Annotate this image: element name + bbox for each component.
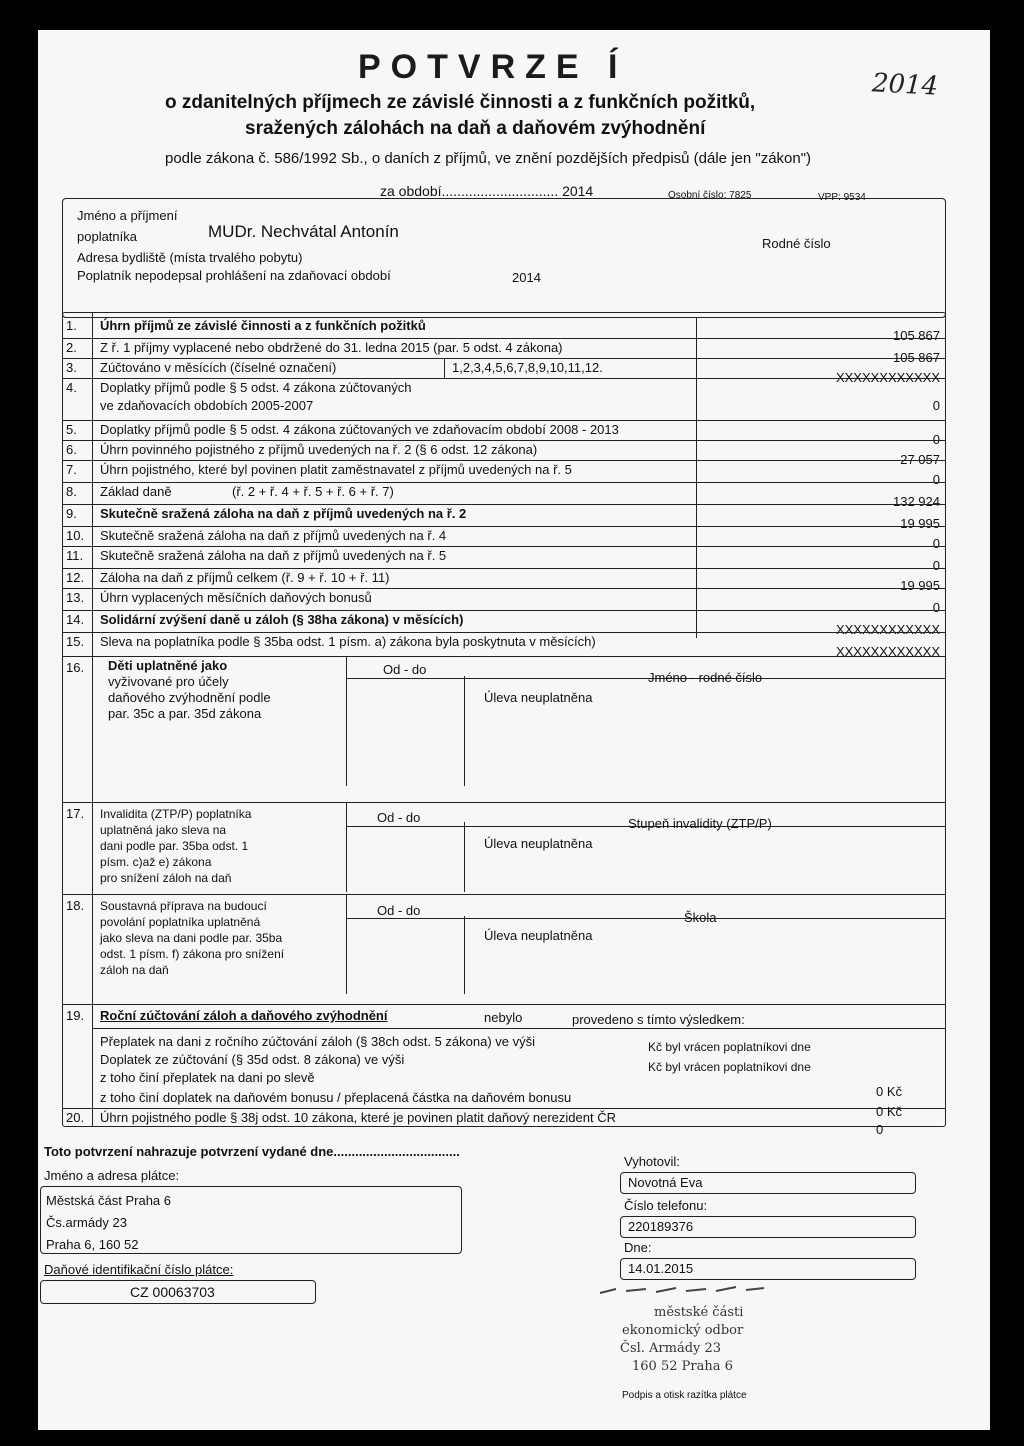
name-label-2: poplatníka: [77, 229, 137, 244]
row-number: 9.: [66, 506, 77, 521]
row19-top: [62, 1004, 946, 1005]
subtitle-line-1: o zdanitelných příjmech ze závislé činnosti a z funkčních požitků,: [165, 92, 756, 113]
row-divider: [62, 420, 946, 421]
row-label: Doplatky příjmů podle § 5 odst. 4 zákona zúčtovaných: [100, 380, 412, 395]
row-value: 19 995: [900, 516, 940, 531]
row-label: Úhrn povinného pojistného z příjmů uvedených na ř. 2 (§ 6 odst. 12 zákona): [100, 442, 538, 457]
row19-line1: Přeplatek na dani z ročního zúčtování záloh (§ 38ch odst. 5 zákona) ve výši: [100, 1034, 536, 1049]
row-label-continued: ve zdaňovacích obdobích 2005-2007: [100, 398, 314, 413]
row18-top: [62, 894, 946, 895]
row18-col-divider: [464, 916, 465, 994]
dic-label: Daňové identifikační číslo plátce:: [44, 1262, 234, 1277]
stamp-border-fragment: [596, 1283, 796, 1303]
row16-label-line: par. 35c a par. 35d zákona: [108, 706, 262, 721]
row18-label-line: Soustavná příprava na budoucí: [100, 899, 267, 913]
row-value: 105 867: [893, 350, 940, 365]
address-label: Adresa bydliště (místa trvalého pobytu): [77, 250, 303, 265]
row-value: XXXXXXXXXXXX: [835, 370, 940, 385]
row-label: Solidární zvýšení daně u záloh (§ 38ha zákona) v měsících): [100, 612, 464, 627]
row16-sub-line: [346, 678, 946, 679]
row-label: Zúčtováno v měsících (číselné označení): [100, 360, 337, 375]
row-value: 105 867: [893, 328, 940, 343]
row18-uleva: Úleva neuplatněna: [484, 928, 593, 943]
row-value: 27 057: [900, 452, 940, 467]
row-label: Doplatky příjmů podle § 5 odst. 4 zákona zúčtovaných ve zdaňovacím období 2008 - 2013: [100, 422, 619, 437]
row18-number: 18.: [66, 898, 85, 913]
row-number: 13.: [66, 590, 85, 605]
row-label: Základ daně: [100, 484, 172, 499]
row-number: 4.: [66, 380, 77, 395]
row17-uleva: Úleva neuplatněna: [484, 836, 593, 851]
row-number: 7.: [66, 462, 77, 477]
row-value: 0: [932, 600, 940, 615]
issued-by-label: Vyhotovil:: [624, 1154, 680, 1169]
stamp-line: 160 52 Praha 6: [632, 1359, 733, 1374]
row-value: 0: [932, 536, 940, 551]
subtitle-line-3: podle zákona č. 586/1992 Sb., o daních z příjmů, ve znění pozdějších předpisů (dále jen "zákon"): [165, 150, 812, 167]
row-label: Sleva na poplatníka podle § 35ba odst. 1 písm. a) zákona byla poskytnuta v měsících): [100, 634, 596, 649]
row20-value: 0: [876, 1122, 884, 1137]
row-value: 0: [932, 432, 940, 447]
row-number: 10.: [66, 528, 85, 543]
row19-line3: z toho činí přeplatek na dani po slevě: [100, 1070, 315, 1085]
name-label-1: Jméno a příjmení: [77, 208, 178, 223]
row-label-continued: (ř. 2 + ř. 4 + ř. 5 + ř. 6 + ř. 7): [232, 484, 394, 499]
row18-label: [100, 898, 284, 978]
payer-line: Čs.armády 23: [46, 1215, 127, 1230]
row20-top: [62, 1108, 946, 1109]
row16-name-birth: Jméno - rodné číslo: [648, 670, 763, 685]
row-label: Úhrn pojistného, které byl povinen platit zaměstnavatel z příjmů uvedených na ř. 5: [100, 462, 572, 477]
row17-number: 17.: [66, 806, 85, 821]
payer-line: Městská část Praha 6: [46, 1193, 171, 1208]
vpp-number: VPP: 9534: [818, 192, 866, 203]
row-divider: [62, 460, 946, 461]
row-label: Z ř. 1 příjmy vyplacené nebo obdržené do 31. ledna 2015 (par. 5 odst. 4 zákona): [100, 340, 563, 355]
date-label: Dne:: [624, 1240, 652, 1255]
row16-number: 16.: [66, 660, 85, 675]
row-number: 2.: [66, 340, 77, 355]
row-value: 0: [932, 398, 940, 413]
row17-label: [100, 806, 251, 886]
row-value: XXXXXXXXXXXX: [835, 644, 940, 659]
official-stamp: [596, 1265, 796, 1395]
row20-label: Úhrn pojistného podle § 38j odst. 10 zákona, které je povinen platit daňový nerezident ČR: [100, 1110, 616, 1125]
row-divider: [62, 526, 946, 527]
signature-label: Podpis a otisk razítka plátce: [622, 1390, 747, 1401]
row-label: Skutečně sražená záloha na daň z příjmů uvedených na ř. 2: [100, 506, 467, 521]
row20-number: 20.: [66, 1110, 85, 1125]
row18-col-divider: [346, 894, 347, 994]
row-divider: [62, 482, 946, 483]
row-number: 15.: [66, 634, 85, 649]
row-number: 11.: [66, 548, 84, 563]
row17-label-line: Invalidita (ZTP/P) poplatníka: [100, 807, 252, 821]
payer-label: Jméno a adresa plátce:: [44, 1168, 180, 1183]
row-label: Skutečně sražená záloha na daň z příjmů uvedených na ř. 4: [100, 528, 447, 543]
phone-label: Číslo telefonu:: [624, 1198, 708, 1213]
row17-degree: Stupeň invalidity (ZTP/P): [628, 816, 772, 831]
row19-line2-right: Kč byl vrácen poplatníkovi dne: [648, 1060, 811, 1074]
row-label: Záloha na daň z příjmů celkem (ř. 9 + ř. 10 + ř. 11): [100, 570, 390, 585]
handwritten-year: 2014: [871, 68, 939, 102]
dic-value: CZ 00063703: [130, 1284, 215, 1300]
row-divider: [62, 610, 946, 611]
stamp-line: městské části: [654, 1305, 744, 1320]
phone-value: 220189376: [628, 1219, 694, 1234]
row17-label-line: písm. c)až e) zákona: [100, 855, 212, 869]
row17-col-divider: [464, 822, 465, 892]
row-value: XXXXXXXXXXXX: [835, 622, 940, 637]
row-number: 8.: [66, 484, 77, 499]
row-divider: [62, 378, 946, 379]
row17-label-line: pro snížení záloh na daň: [100, 871, 232, 885]
row18-label-line: odst. 1 písm. f) zákona pro snížení: [100, 947, 285, 961]
payer-address: [46, 1190, 171, 1256]
row19-line1-right: Kč byl vrácen poplatníkovi dne: [648, 1040, 811, 1054]
months-divider: [444, 358, 445, 378]
row16-label: [108, 658, 271, 722]
document-title: POTVRZE Í: [358, 48, 628, 86]
row-value: 0: [932, 558, 940, 573]
row-divider: [62, 546, 946, 547]
row18-od-do: Od - do: [377, 903, 421, 918]
replaces-text: Toto potvrzení nahrazuje potvrzení vydané dne...................................: [44, 1144, 460, 1159]
row19-line3-value: 0 Kč: [876, 1084, 903, 1099]
row18-label-line: povolání poplatníka uplatněná: [100, 915, 261, 929]
row-value: 0: [932, 472, 940, 487]
row-divider: [62, 568, 946, 569]
row-number: 12.: [66, 570, 85, 585]
period-label: za období.............................. 2014: [380, 183, 594, 199]
row16-label-line: Děti uplatněné jako: [108, 658, 228, 673]
payer-line: Praha 6, 160 52: [46, 1237, 139, 1252]
row18-label-line: záloh na daň: [100, 963, 169, 977]
row-divider: [62, 338, 946, 339]
row-number: 3.: [66, 360, 77, 375]
birth-number-label: Rodné číslo: [762, 236, 831, 251]
row-divider: [62, 440, 946, 441]
row16-label-line: daňového zvýhodnění podle: [108, 690, 271, 705]
declaration-year: 2014: [512, 270, 541, 285]
stamp-line: Čsl. Armády 23: [620, 1341, 722, 1356]
row-value: 19 995: [900, 578, 940, 593]
row-label: Úhrn příjmů ze závislé činnosti a z funkčních požitků: [100, 318, 426, 333]
row16-od-do: Od - do: [383, 662, 427, 677]
subtitle-line-2: sražených zálohách na daň a daňovém zvýhodnění: [245, 118, 706, 139]
stamp-line: ekonomický odbor: [622, 1323, 744, 1338]
value-column-divider: [696, 318, 697, 638]
row17-top: [62, 802, 946, 803]
row-number: 6.: [66, 442, 77, 457]
row18-label-line: jako sleva na dani podle par. 35ba: [100, 931, 283, 945]
row-divider: [62, 358, 946, 359]
row-number: 14.: [66, 612, 85, 627]
row16-label-line: vyživované pro účely: [108, 674, 229, 689]
row19-result: provedeno s tímto výsledkem:: [572, 1012, 745, 1027]
row19-line2: Doplatek ze zúčtování (§ 35d odst. 8 zákona) ve výši: [100, 1052, 405, 1067]
row16-uleva: Úleva neuplatněna: [484, 690, 593, 705]
row-divider: [62, 632, 946, 633]
row19-status: nebylo: [484, 1010, 523, 1025]
row19-line4-value: 0 Kč: [876, 1104, 903, 1119]
row17-col-divider: [346, 802, 347, 892]
taxpayer-name: MUDr. Nechvátal Antonín: [208, 222, 399, 241]
row19-number: 19.: [66, 1008, 85, 1023]
issued-by: Novotná Eva: [628, 1175, 703, 1190]
date-value: 14.01.2015: [628, 1261, 694, 1276]
row17-od-do: Od - do: [377, 810, 421, 825]
row16-col-divider: [346, 656, 347, 786]
row-number: 1.: [66, 318, 77, 333]
row17-label-line: uplatněná jako sleva na: [100, 823, 227, 837]
row16-top: [62, 656, 946, 657]
row19-line4: z toho činí doplatek na daňovém bonusu / přeplacená částka na daňovém bonusu: [100, 1090, 572, 1105]
row19-sub-line: [92, 1028, 946, 1029]
row19-label: Roční zúčtování záloh a daňového zvýhodnění: [100, 1008, 388, 1023]
row17-label-line: dani podle par. 35ba odst. 1: [100, 839, 249, 853]
row-label: Skutečně sražená záloha na daň z příjmů uvedených na ř. 5: [100, 548, 447, 563]
row-months: 1,2,3,4,5,6,7,8,9,10,11,12.: [452, 360, 603, 375]
row16-col-divider: [464, 676, 465, 786]
row-value: 132 924: [893, 494, 940, 509]
row-divider: [62, 588, 946, 589]
declaration-label: Poplatník nepodepsal prohlášení na zdaňovací období: [77, 268, 391, 283]
row-divider: [62, 504, 946, 505]
personal-number: Osobní číslo: 7825: [668, 190, 752, 201]
row-label: Úhrn vyplacených měsíčních daňových bonusů: [100, 590, 372, 605]
row-number: 5.: [66, 422, 77, 437]
row18-sub-line: [346, 918, 946, 919]
row18-school: Škola: [684, 910, 717, 925]
